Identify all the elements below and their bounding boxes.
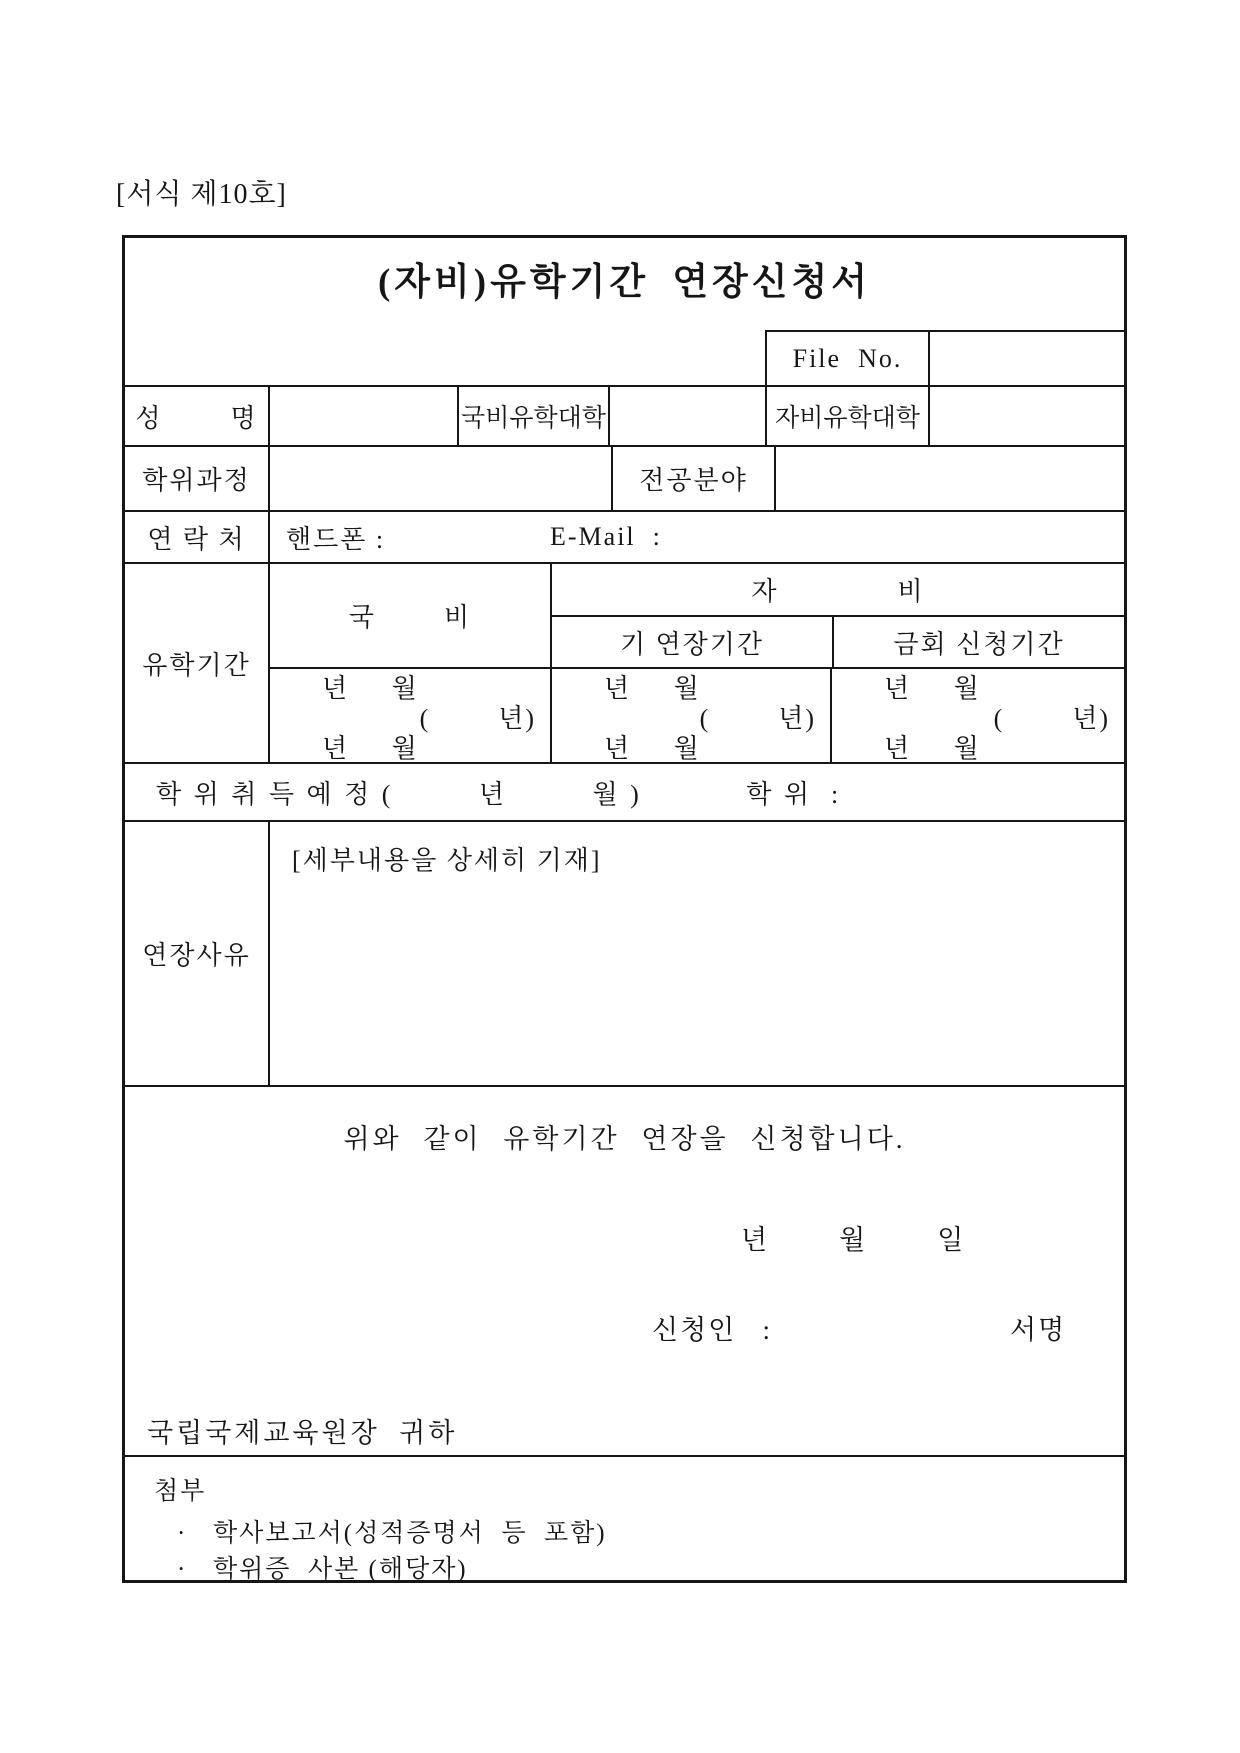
- applicant-signature-line[interactable]: [652, 1308, 1066, 1347]
- attachment-item: [154, 1552, 1124, 1588]
- expected-degree-line[interactable]: 학 위 취 득 예 정 ( 년 월 ) 학 위 :: [156, 779, 842, 809]
- form-title: (자비)유학기간 연장신청서: [377, 262, 872, 303]
- degree-course-input[interactable]: [268, 447, 611, 510]
- declaration-date-line[interactable]: [741, 1218, 963, 1257]
- gov-period-input[interactable]: [270, 669, 550, 764]
- attachment-item: [154, 1516, 1124, 1552]
- day-label: 일: [937, 1225, 964, 1255]
- current-request-period-input[interactable]: [830, 669, 1124, 764]
- contact-input-area[interactable]: [268, 512, 1124, 562]
- attachment-item-text: 학사보고서(성적증명서 등 포함): [213, 1520, 607, 1547]
- study-period-grid: [268, 564, 1124, 762]
- title-section: [125, 238, 1124, 385]
- period-date-cells: [270, 667, 1124, 764]
- applicant-label: 신청인 :: [652, 1315, 772, 1345]
- extension-reason-label: 연장사유: [142, 941, 251, 970]
- self-university-input[interactable]: [928, 387, 1124, 445]
- attachments-cell: [125, 1457, 1124, 1583]
- study-period-section: [125, 562, 1124, 762]
- form-number-label: [서식 제10호]: [116, 179, 287, 210]
- declaration-statement: 위와 같이 유학기간 연장을 신청합니다.: [343, 1124, 906, 1154]
- bullet-icon: ·: [177, 1556, 188, 1583]
- period-line-from: 년 월: [604, 674, 701, 703]
- attachments-section: [125, 1455, 1124, 1583]
- gov-university-input[interactable]: [608, 387, 765, 445]
- email-label: E-Mail :: [550, 522, 662, 551]
- name-label: 성 명: [135, 403, 258, 433]
- phone-label: 핸드폰 :: [286, 524, 386, 554]
- self-funded-header: 자 비: [751, 577, 925, 606]
- contact-row: [125, 510, 1124, 562]
- period-line-to: 년 월: [322, 734, 419, 763]
- contact-label: 연 락 처: [147, 524, 246, 554]
- gov-funded-header: 국 비: [348, 603, 472, 632]
- degree-course-label: 학위과정: [142, 466, 251, 495]
- reason-placeholder: [세부내용을 상세히 기재]: [292, 846, 602, 875]
- declaration-section: [125, 1085, 1124, 1455]
- year-label: 년: [741, 1225, 768, 1255]
- period-line-years: ( 년): [993, 704, 1110, 733]
- file-no-input[interactable]: [930, 332, 1124, 385]
- file-no-box: [765, 330, 1124, 385]
- period-line-from: 년 월: [884, 674, 981, 703]
- self-funded-subheaders: [552, 615, 1124, 667]
- file-no-label: File No.: [767, 332, 930, 385]
- name-row: [125, 385, 1124, 445]
- self-university-label: 자비유학대학: [765, 387, 928, 445]
- gov-university-label: 국비유학대학: [457, 387, 608, 445]
- period-line-years: ( 년): [699, 704, 816, 733]
- self-funded-area: [550, 564, 1124, 667]
- application-form-table: [122, 235, 1127, 1583]
- signature-label: 서명: [1010, 1315, 1067, 1345]
- attachments-label: 첨부: [154, 1478, 207, 1505]
- extension-reason-row: [125, 820, 1124, 1085]
- name-input[interactable]: [268, 387, 457, 445]
- bullet-icon: ·: [177, 1520, 188, 1547]
- study-period-label: 유학기간: [142, 650, 251, 680]
- period-line-to: 년 월: [884, 734, 981, 763]
- attachments-list: [154, 1516, 1124, 1588]
- major-input[interactable]: [774, 447, 1124, 510]
- prev-extension-header: 기 연장기간: [619, 629, 765, 659]
- period-line-years: ( 년): [419, 704, 536, 733]
- expected-degree-row: [125, 762, 1124, 820]
- attachment-item-text: 학위증 사본 (해당자): [213, 1556, 468, 1583]
- prev-extension-period-input[interactable]: [550, 669, 830, 764]
- period-headers: [270, 564, 1124, 667]
- period-line-to: 년 월: [604, 734, 701, 763]
- current-request-header: 금회 신청기간: [832, 617, 1124, 667]
- degree-row: [125, 445, 1124, 510]
- major-label: 전공분야: [611, 447, 774, 510]
- recipient-line: 국립국제교육원장 귀하: [147, 1418, 458, 1448]
- extension-reason-input[interactable]: [268, 822, 1124, 1085]
- period-line-from: 년 월: [322, 674, 419, 703]
- month-label: 월: [839, 1225, 866, 1255]
